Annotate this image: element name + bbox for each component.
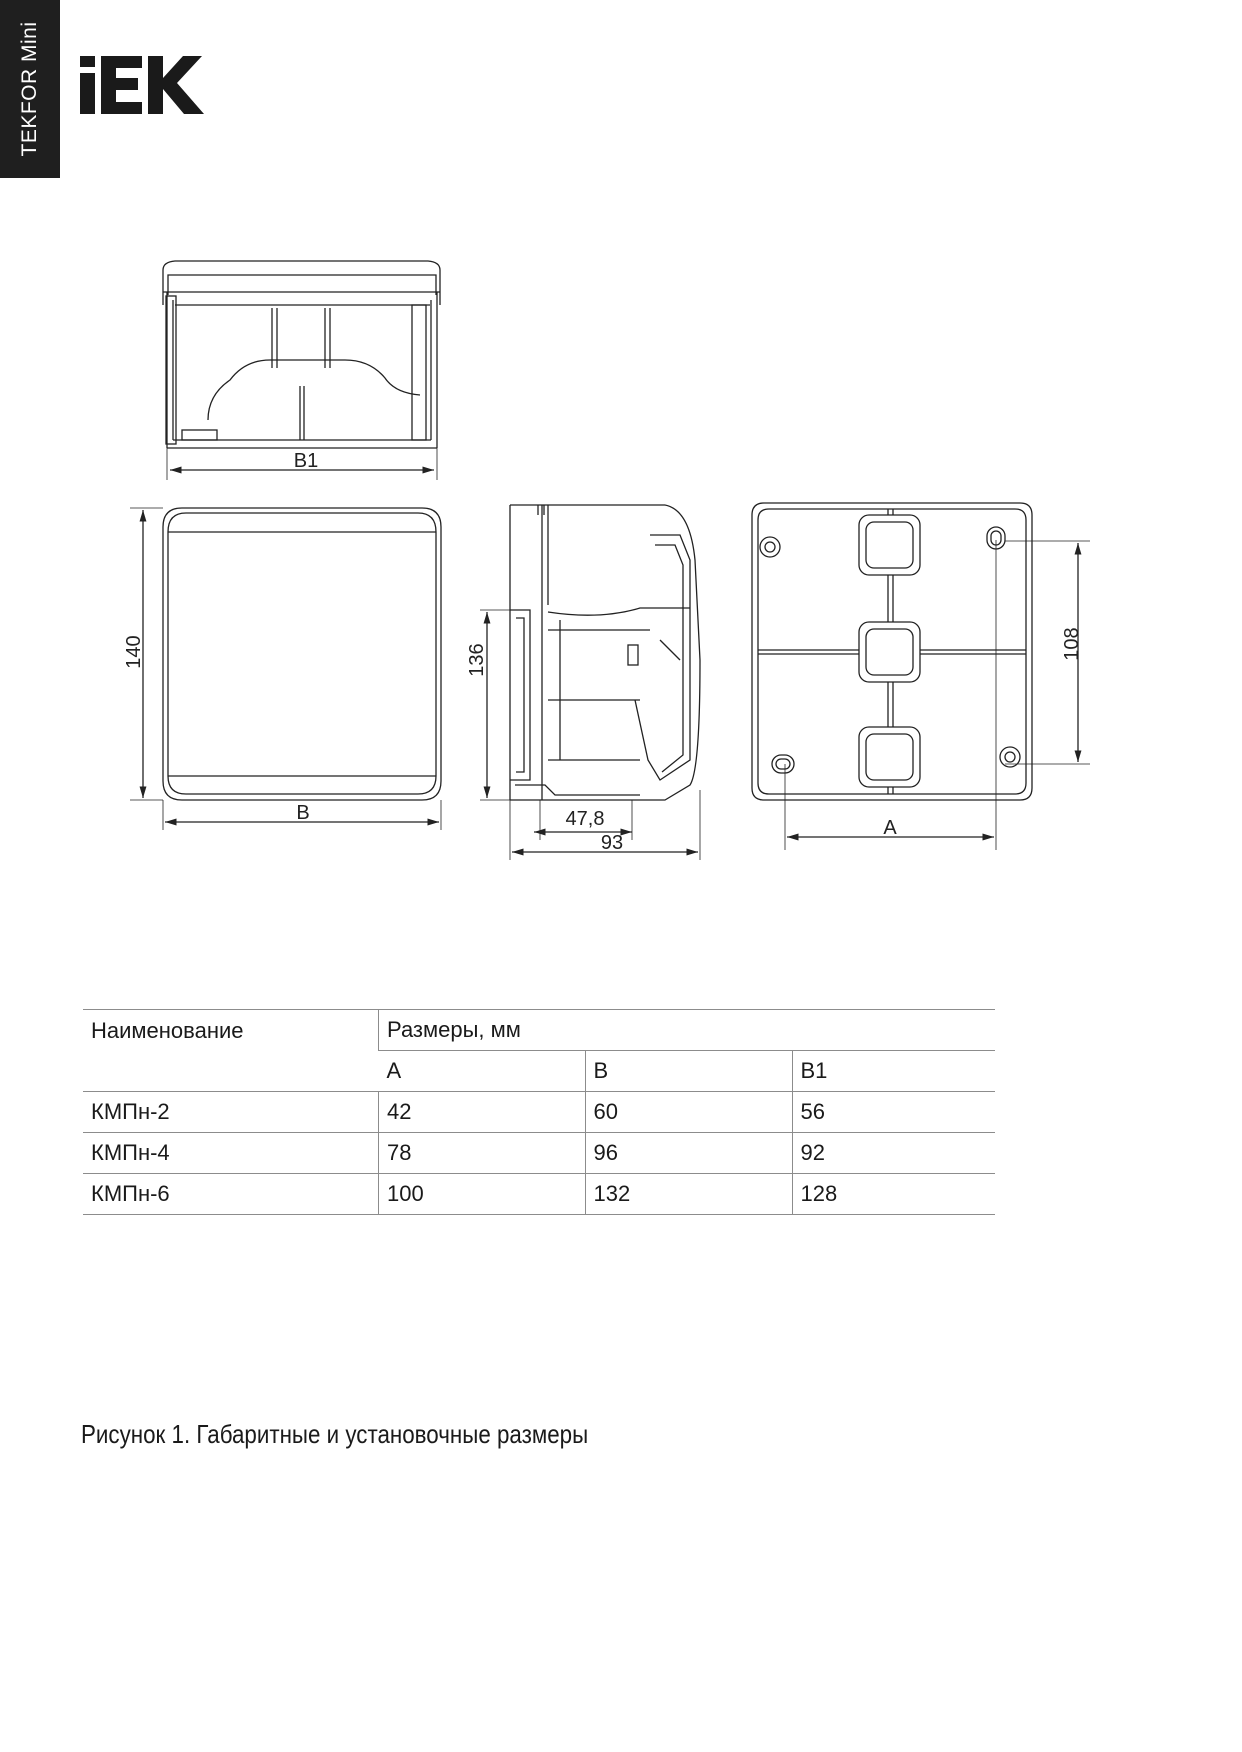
series-label: TEKFOR Mini: [18, 21, 41, 157]
header-name: Наименование: [83, 1010, 379, 1092]
dimensions-table: [83, 1009, 995, 1215]
header-col-b1: B1: [792, 1051, 995, 1092]
row-b1: 92: [792, 1133, 995, 1174]
technical-drawing: [0, 240, 1242, 870]
row-a: 78: [379, 1133, 586, 1174]
dim-136-label: 136: [466, 643, 488, 677]
header-col-a: A: [379, 1051, 586, 1092]
figure-caption: Рисунок 1. Габаритные и установочные размеры: [81, 1419, 589, 1449]
dim-140-label: 140: [123, 635, 145, 669]
row-b1: 128: [792, 1174, 995, 1215]
row-name: КМПн-2: [83, 1092, 379, 1133]
row-b: 132: [585, 1174, 792, 1215]
table-row: [83, 1133, 995, 1174]
dim-b1-label: B1: [293, 450, 319, 472]
side-view: [510, 505, 700, 800]
table-header-row: [83, 1010, 995, 1051]
rear-view: [752, 503, 1032, 800]
row-a: 42: [379, 1092, 586, 1133]
iek-logo: [80, 56, 205, 114]
top-view: [163, 261, 440, 448]
dim-47-8-label: 47,8: [565, 808, 605, 830]
header-col-b: B: [585, 1051, 792, 1092]
dim-108-label: 108: [1061, 627, 1083, 661]
row-b: 60: [585, 1092, 792, 1133]
dim-93-label: 93: [600, 832, 624, 854]
series-tab: [0, 0, 60, 178]
row-a: 100: [379, 1174, 586, 1215]
table-row: [83, 1174, 995, 1215]
header-sizes: Размеры, мм: [379, 1010, 996, 1051]
row-name: КМПн-4: [83, 1133, 379, 1174]
dim-a-label: A: [883, 817, 897, 839]
row-name: КМПн-6: [83, 1174, 379, 1215]
row-b: 96: [585, 1133, 792, 1174]
row-b1: 56: [792, 1092, 995, 1133]
dim-b-label: B: [296, 802, 310, 824]
front-view: [163, 508, 441, 800]
table-row: [83, 1092, 995, 1133]
